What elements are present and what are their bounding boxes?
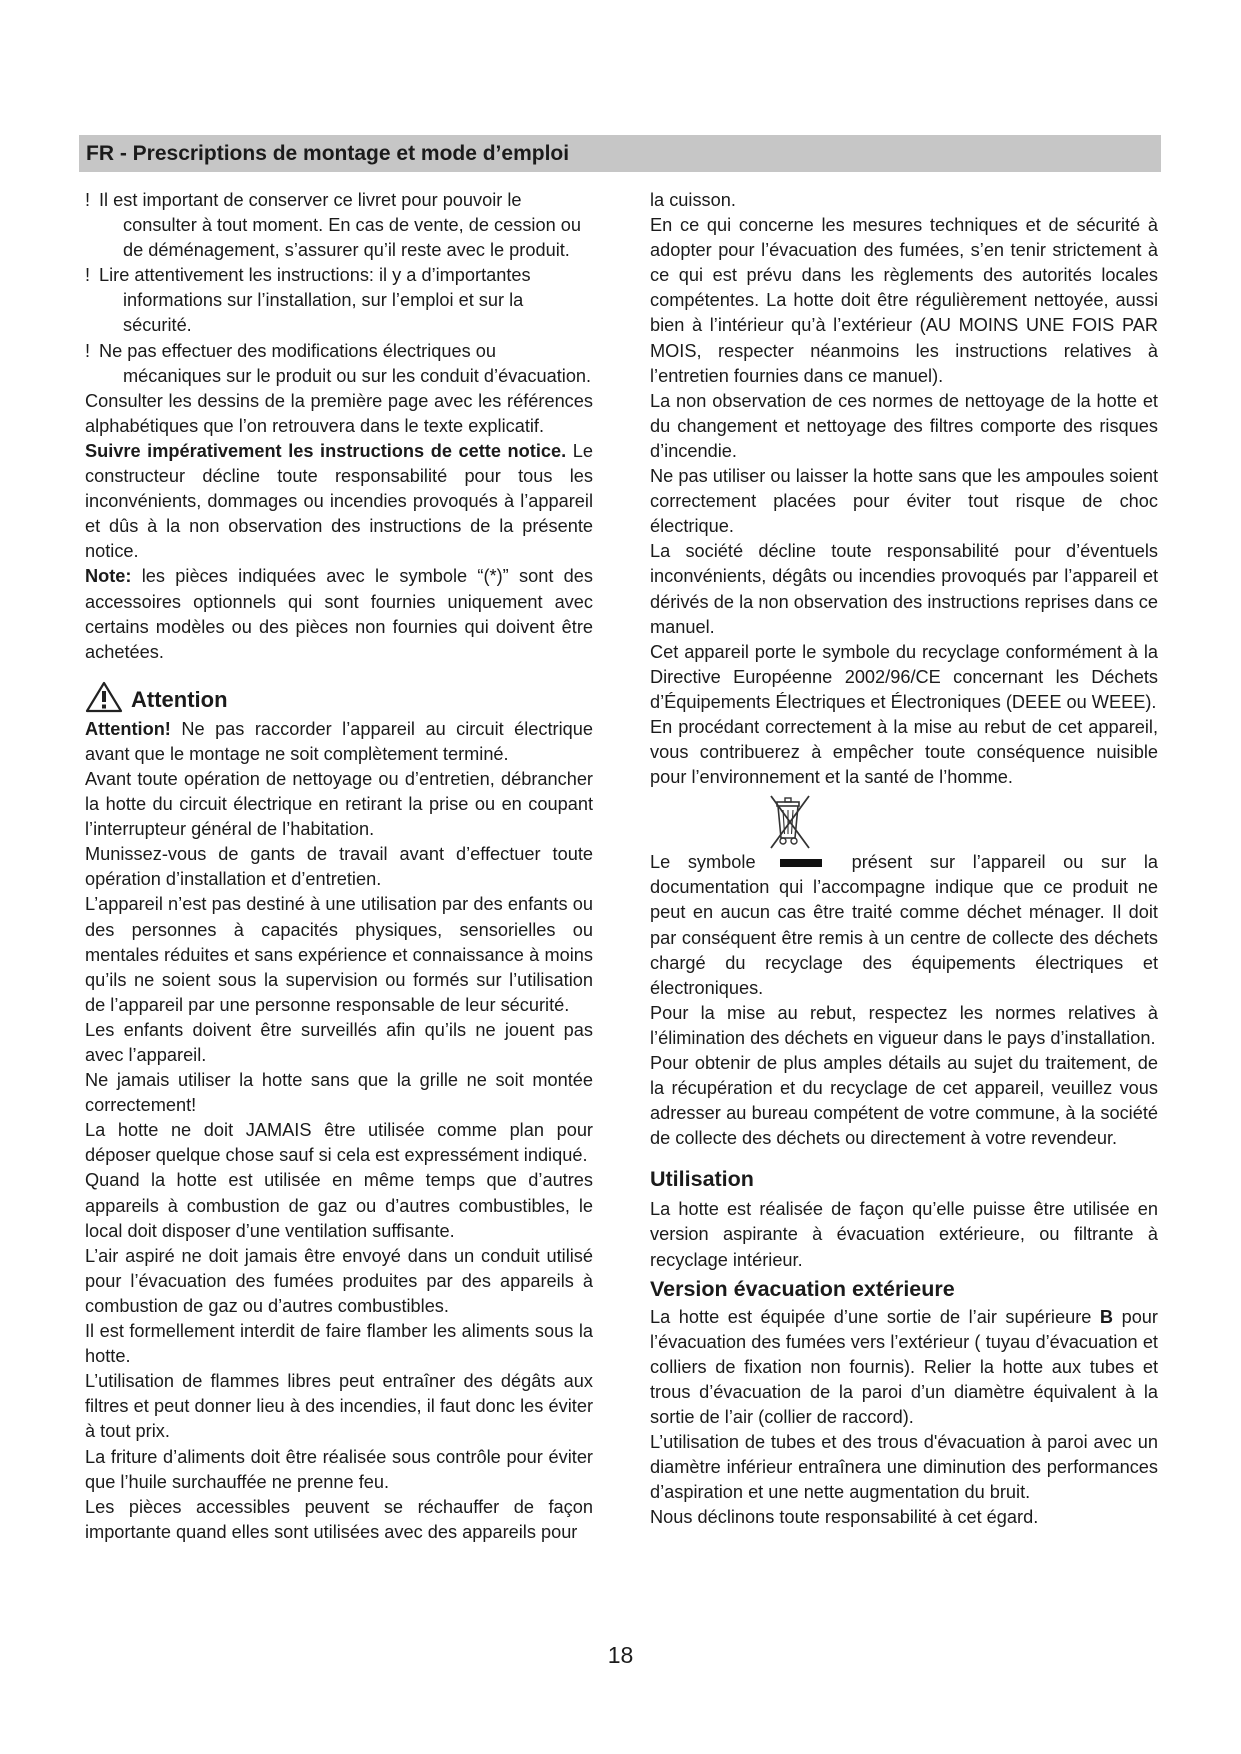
note-text: les pièces indiquées avec le symbole “(*)” sont des accessoires optionnels qui sont fournies uniquement avec certains modèles ou des pièces non fournies qui doivent être achetées. bbox=[85, 566, 593, 662]
bullet-mark: ! bbox=[85, 265, 91, 286]
paragraph: L’air aspiré ne doit jamais être envoyé dans un conduit utilisé pour l’évacuation des fumées produites par des appareils à combustion de gaz ou d’autres combustibles. bbox=[85, 1245, 593, 1316]
paragraph: Il est formellement interdit de faire flamber les aliments sous la hotte. bbox=[85, 1321, 593, 1367]
bullet-item bbox=[85, 188, 593, 263]
bullet-mark: ! bbox=[85, 340, 91, 361]
bullet-text-first: Il est important de conserver ce livret pour pouvoir le bbox=[99, 190, 522, 210]
paragraph: L’utilisation de tubes et des trous d'évacuation à paroi avec un diamètre inférieur entraînera une diminution des performances d’aspiration et une nette augmentation du bruit. bbox=[650, 1432, 1158, 1503]
page-number: 18 bbox=[607, 1642, 634, 1668]
paragraph: Pour obtenir de plus amples détails au sujet du traitement, de la récupération et du recyclage de cet appareil, veuillez vous adresser au bureau compétent de votre commune, à la société de collecte des déchets ou directement à votre revendeur. bbox=[650, 1053, 1158, 1149]
paragraph-text: pour l’évacuation des fumées vers l’extérieur ( tuyau d’évacuation et colliers de fixation non fournis). Relier la hotte aux tubes et trous d’évacuation de la paroi d’un diamètre équivalent à la sortie de l’air (collier de raccord). bbox=[650, 1306, 1158, 1428]
paragraph: En procédant correctement à la mise au rebut de cet appareil, vous contribuerez à empêcher toute conséquence nuisible pour l’environnement et la santé de l’homme. bbox=[650, 716, 1158, 788]
utilisation-heading: Utilisation bbox=[650, 1167, 754, 1192]
bold-lead: Attention! bbox=[85, 718, 171, 739]
note-label: Note: bbox=[85, 566, 132, 587]
paragraph-text: La hotte est équipée d’une sortie de l’air supérieure bbox=[650, 1306, 1100, 1327]
section-header bbox=[79, 135, 1161, 172]
paragraph: La hotte est réalisée de façon qu’elle puisse être utilisée en version aspirante à évacuation extérieure, ou filtrante à recyclage intérieur. bbox=[650, 1199, 1158, 1270]
right-column bbox=[650, 188, 1158, 1531]
paragraph: En ce qui concerne les mesures techniques et de sécurité à adopter pour l’évacuation des fumées, s’en tenir strictement à ce qui est prévu dans les règlements des autorités locales compétentes. La hotte doit être régulièrement nettoyée, aussi bien à l’intérieur qu’à l’extérieur (AU MOINS UNE FOIS PAR MOIS, respecter néanmoins les instructions relatives à l’entretien fournies dans ce manuel). bbox=[650, 215, 1158, 386]
paragraph: Ne jamais utiliser la hotte sans que la grille ne soit montée correctement! bbox=[85, 1070, 593, 1116]
crossed-bin-icon bbox=[767, 794, 813, 850]
left-column bbox=[85, 188, 593, 1545]
bullet-text-rest: informations sur l’installation, sur l’emploi et sur la sécurité. bbox=[123, 290, 524, 336]
paragraph: L’utilisation de flammes libres peut entraîner des dégâts aux filtres et peut donner lieu à des incendies, il faut donc les éviter à tout prix. bbox=[85, 1371, 593, 1442]
paragraph: Consulter les dessins de la première page avec les références alphabétiques que l’on retrouvera dans le texte explicatif. bbox=[85, 390, 593, 436]
bullet-text-first: Lire attentivement les instructions: il y a d’importantes bbox=[99, 265, 531, 286]
weee-symbol-area bbox=[650, 790, 1158, 850]
paragraph: Avant toute opération de nettoyage ou d’entretien, débrancher la hotte du circuit électrique en retirant la prise ou en coupant l’interrupteur général de l’habitation. bbox=[85, 768, 593, 840]
paragraph-text: Le constructeur décline toute responsabilité pour tous les inconvénients, dommages ou incendies provoqués à l’appareil et dûs à la non observation des instructions de la présente notice. bbox=[85, 440, 593, 562]
weee-bar-symbol bbox=[780, 859, 822, 867]
bullet-text-first: Ne pas effectuer des modifications électriques ou bbox=[99, 340, 496, 361]
version-heading: Version évacuation extérieure bbox=[650, 1276, 955, 1301]
attention-heading bbox=[85, 681, 593, 713]
paragraph: Ne pas utiliser ou laisser la hotte sans que les ampoules soient correctement placées pour éviter tout risque de choc électrique. bbox=[650, 466, 1158, 537]
paragraph: Les enfants doivent être surveillés afin qu’ils ne jouent pas avec l’appareil. bbox=[85, 1019, 593, 1065]
paragraph: la cuisson. bbox=[650, 190, 736, 210]
paragraph: Munissez-vous de gants de travail avant d’effectuer toute opération d’installation et d’entretien. bbox=[85, 844, 593, 890]
symbol-text-pre: Le symbole bbox=[650, 852, 756, 873]
paragraph bbox=[85, 439, 593, 564]
paragraph: Les pièces accessibles peuvent se réchauffer de façon importante quand elles sont utilisées avec des appareils pour bbox=[85, 1496, 593, 1542]
paragraph: La friture d’aliments doit être réalisée sous contrôle pour éviter que l’huile surchauffée ne prenne feu. bbox=[85, 1446, 593, 1492]
paragraph bbox=[650, 1305, 1158, 1430]
bold-letter: B bbox=[1099, 1306, 1114, 1327]
paragraph: Pour la mise au rebut, respectez les normes relatives à l’élimination des déchets en vigueur dans le pays d’installation. bbox=[650, 1002, 1158, 1048]
attention-title: Attention bbox=[131, 686, 228, 712]
paragraph: Cet appareil porte le symbole du recyclage conformément à la Directive Européenne 2002/96/CE concernant les Déchets d’Équipements Électriques et Électroniques (DEEE ou WEEE). bbox=[650, 641, 1158, 712]
bullet-text-rest: consulter à tout moment. En cas de vente, de cession ou de déménagement, s’assurer qu’il reste avec le produit. bbox=[123, 215, 581, 261]
bullet-mark: ! bbox=[85, 190, 91, 210]
paragraph: Quand la hotte est utilisée en même temps que d’autres appareils à combustion de gaz ou d’autres combustibles, le local doit disposer d’une ventilation suffisante. bbox=[85, 1170, 593, 1241]
note-paragraph bbox=[85, 564, 593, 664]
bullet-text-rest: mécaniques sur le produit ou sur les conduit d’évacuation. bbox=[123, 365, 592, 386]
symbol-paragraph bbox=[650, 850, 1158, 1001]
paragraph-text: Ne pas raccorder l’appareil au circuit électrique avant que le montage ne soit complètement terminé. bbox=[85, 718, 593, 764]
paragraph: La hotte ne doit JAMAIS être utilisée comme plan pour déposer quelque chose sauf si cela est expressément indiqué. bbox=[85, 1120, 593, 1166]
paragraph: Nous déclinons toute responsabilité à cet égard. bbox=[650, 1507, 1039, 1528]
paragraph: L’appareil n’est pas destiné à une utilisation par des enfants ou des personnes à capacités physiques, sensorielles ou mentales réduites et sans expérience et connaissance à moins qu’ils ne soient sous la supervision ou formés sur l’utilisation de l’appareil par une personne responsable de leur sécurité. bbox=[85, 894, 593, 1015]
paragraph: La non observation de ces normes de nettoyage de la hotte et du changement et nettoyage des filtres comporte des risques d’incendie. bbox=[650, 390, 1158, 461]
warning-icon bbox=[85, 681, 123, 713]
symbol-text-post: présent sur l’appareil ou sur la documentation qui l’accompagne indique que ce produit ne peut en aucun cas être traité comme déchet ménager. Il doit par conséquent être remis à un centre de collecte des déchets chargé du recyclage des équipements électriques et électroniques. bbox=[650, 852, 1159, 998]
bullet-item bbox=[85, 339, 593, 389]
paragraph: La société décline toute responsabilité pour d’éventuels inconvénients, dégâts ou incendies provoqués par l’appareil et dérivés de la non observation des instructions reprises dans ce manuel. bbox=[650, 541, 1158, 637]
paragraph bbox=[85, 717, 593, 767]
bold-lead: Suivre impérativement les instructions de cette notice. bbox=[85, 440, 567, 461]
section-title: FR - Prescriptions de montage et mode d’emploi bbox=[86, 142, 570, 165]
bullet-item bbox=[85, 263, 593, 338]
